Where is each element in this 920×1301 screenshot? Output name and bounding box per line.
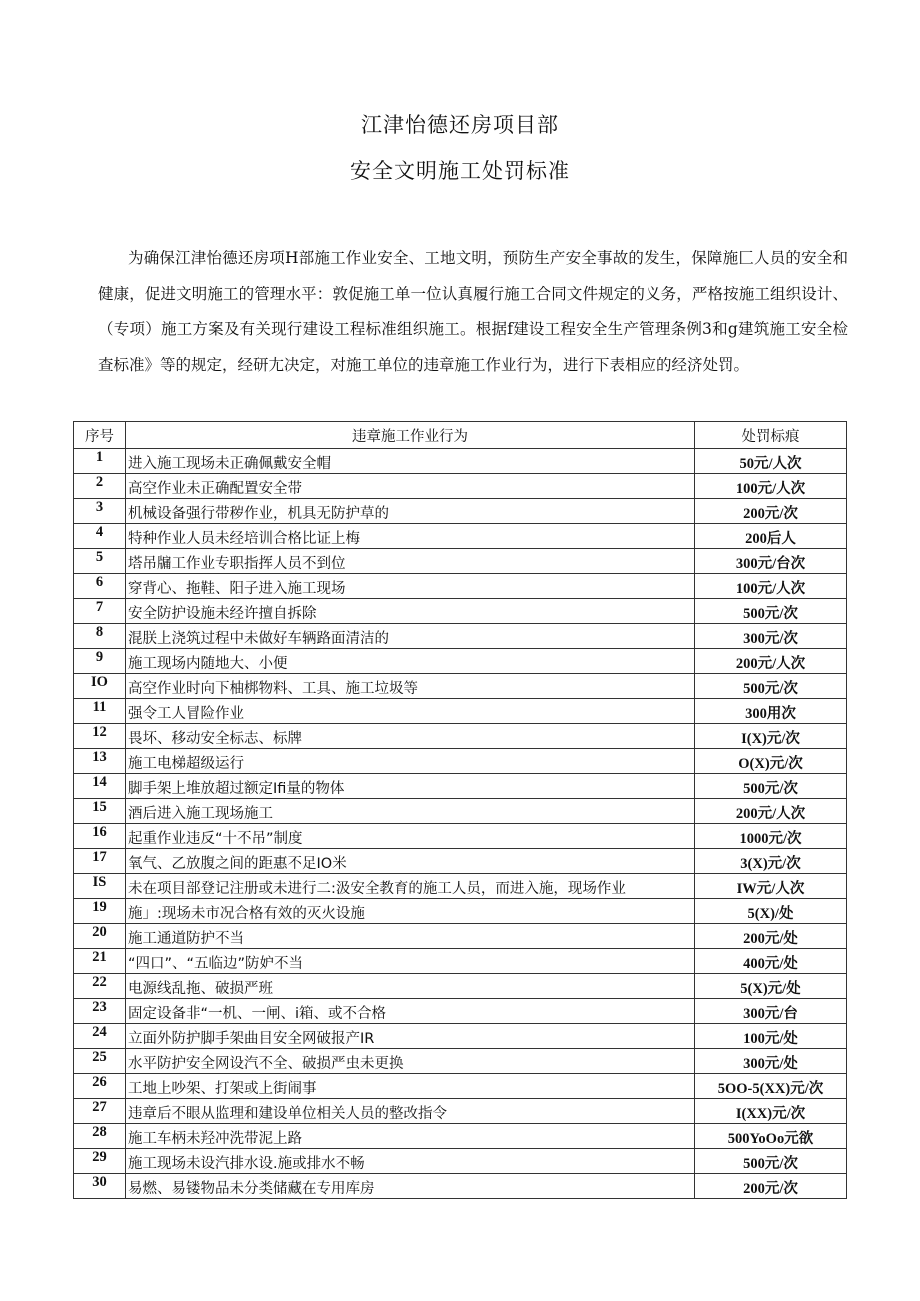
- row-penalty: O(X)元/次: [695, 749, 847, 774]
- row-action: 施工车柄未羟冲洗带泥上路: [126, 1124, 695, 1149]
- table-row: [74, 974, 847, 999]
- row-number: 13: [74, 749, 126, 774]
- row-penalty: 500元/次: [695, 1149, 847, 1174]
- row-penalty: 5(X)/处: [695, 899, 847, 924]
- table-row: [74, 1049, 847, 1074]
- table-row: [74, 1074, 847, 1099]
- row-number: 24: [74, 1024, 126, 1049]
- row-penalty: 300元/次: [695, 624, 847, 649]
- row-number: IS: [74, 874, 126, 899]
- row-action: 易燃、易镂物品未分类储藏在专用库房: [126, 1174, 695, 1199]
- row-penalty: 100元/人次: [695, 474, 847, 499]
- row-penalty: 50元/人次: [695, 449, 847, 474]
- table-row: [74, 724, 847, 749]
- row-penalty: 200元/次: [695, 1174, 847, 1199]
- row-number: 8: [74, 624, 126, 649]
- row-action: 高空作业时向下柚梆物料、工具、施工垃圾等: [126, 674, 695, 699]
- table-row: [74, 1124, 847, 1149]
- header-number: 序号: [74, 422, 126, 449]
- row-penalty: 500YoOo元欲: [695, 1124, 847, 1149]
- table-row: [74, 1174, 847, 1199]
- row-number: 28: [74, 1124, 126, 1149]
- row-number: 25: [74, 1049, 126, 1074]
- table-header-row: [74, 422, 847, 449]
- row-action: 穿背心、拖鞋、阳子进入施工现场: [126, 574, 695, 599]
- row-number: 23: [74, 999, 126, 1024]
- row-penalty: 500元/次: [695, 774, 847, 799]
- row-action: “四口”、“五临边”防妒不当: [126, 949, 695, 974]
- table-row: [74, 749, 847, 774]
- row-action: 安全防护设施未经许擅自拆除: [126, 599, 695, 624]
- document-title: 江津怡德还房项目部: [361, 113, 559, 137]
- row-penalty: 300元/台: [695, 999, 847, 1024]
- header-penalty: 处罚标痕: [695, 422, 847, 449]
- row-number: 11: [74, 699, 126, 724]
- row-action: 特种作业人员未经培训合格比证上梅: [126, 524, 695, 549]
- row-action: 机械设备强行带秽作业，机具无防护草的: [126, 499, 695, 524]
- table-row: [74, 849, 847, 874]
- row-action: 酒后进入施工现场施工: [126, 799, 695, 824]
- row-action: 进入施工现场未正确佩戴安全帽: [126, 449, 695, 474]
- row-number: 15: [74, 799, 126, 824]
- row-number: 6: [74, 574, 126, 599]
- row-action: 固定设备非“一机、一闸、i箱、或不合格: [126, 999, 695, 1024]
- row-action: 塔吊牖工作业专职指挥人员不到位: [126, 549, 695, 574]
- document-subtitle: 安全文明施工处罚标准: [350, 159, 570, 183]
- row-action: 起重作业违反“十不吊”制度: [126, 824, 695, 849]
- table-row: [74, 524, 847, 549]
- table-row: [74, 449, 847, 474]
- table-row: [74, 624, 847, 649]
- row-penalty: I(X)元/次: [695, 724, 847, 749]
- table-row: [74, 999, 847, 1024]
- row-penalty: 5OO-5(XX)元/次: [695, 1074, 847, 1099]
- table-row: [74, 474, 847, 499]
- row-number: 3: [74, 499, 126, 524]
- row-penalty: 100元/人次: [695, 574, 847, 599]
- row-action: 脚手架上堆放超过额定Ifi量的物体: [126, 774, 695, 799]
- row-penalty: 200元/次: [695, 499, 847, 524]
- table-row: [74, 949, 847, 974]
- row-number: 4: [74, 524, 126, 549]
- row-action: 工地上吵架、打架或上街闹事: [126, 1074, 695, 1099]
- table-row: [74, 674, 847, 699]
- row-number: 20: [74, 924, 126, 949]
- row-number: 29: [74, 1149, 126, 1174]
- table-row: [74, 599, 847, 624]
- row-number: 2: [74, 474, 126, 499]
- row-number: 19: [74, 899, 126, 924]
- header-action: 违章施工作业行为: [126, 422, 695, 449]
- row-number: 9: [74, 649, 126, 674]
- row-penalty: 1000元/次: [695, 824, 847, 849]
- table-row: [74, 799, 847, 824]
- row-action: 违章后不眼从监理和建设单位相关人员的整改指令: [126, 1099, 695, 1124]
- row-action: 电源线乱拖、破损严班: [126, 974, 695, 999]
- row-number: 22: [74, 974, 126, 999]
- row-penalty: 200元/人次: [695, 649, 847, 674]
- row-penalty: 300元/处: [695, 1049, 847, 1074]
- table-row: [74, 649, 847, 674]
- row-number: 26: [74, 1074, 126, 1099]
- row-number: 16: [74, 824, 126, 849]
- row-number: 17: [74, 849, 126, 874]
- row-penalty: 200元/人次: [695, 799, 847, 824]
- table-row: [74, 899, 847, 924]
- row-action: 畏坏、移动安全标志、标牌: [126, 724, 695, 749]
- row-action: 施工现场未设汽排水设.施或排水不畅: [126, 1149, 695, 1174]
- row-number: 30: [74, 1174, 126, 1199]
- row-penalty: 3(X)元/次: [695, 849, 847, 874]
- row-penalty: 400元/处: [695, 949, 847, 974]
- table-row: [74, 924, 847, 949]
- row-penalty: 500元/次: [695, 599, 847, 624]
- table-row: [74, 1149, 847, 1174]
- row-number: 1: [74, 449, 126, 474]
- row-penalty: I(XX)元/次: [695, 1099, 847, 1124]
- table-row: [74, 699, 847, 724]
- row-penalty: 100元/处: [695, 1024, 847, 1049]
- row-penalty: 500元/次: [695, 674, 847, 699]
- row-number: 14: [74, 774, 126, 799]
- table-row: [74, 1024, 847, 1049]
- row-number: 7: [74, 599, 126, 624]
- row-penalty: 300元/台次: [695, 549, 847, 574]
- table-row: [74, 574, 847, 599]
- row-penalty: 300用次: [695, 699, 847, 724]
- penalty-table: [73, 421, 847, 1199]
- row-action: 施」:现场未市况合格有效的灭火设施: [126, 899, 695, 924]
- row-number: 5: [74, 549, 126, 574]
- intro-paragraph: 为确保江津怡德还房项H部施工作业安全、工地文明，预防生产安全事故的发生，保障施匚人员的安全和健康，促进文明施工的管理水平：敦促施工单一位认真履行施工合同文件规定的义务，严格按施工组织设计、（专项）施工方案及有关现行建设工程标准组织施工。根据f建设工程安全生产管理条例3和g建筑施工安全检查标准》等的规定，经研尢决定，对施工单位的违章施工作业行为，进行下表相应的经济处罚。: [98, 249, 848, 374]
- row-penalty: IW元/人次: [695, 874, 847, 899]
- row-action: 水平防护安全网设汽不全、破损严虫未更换: [126, 1049, 695, 1074]
- row-action: 混朕上浇筑过程中未做好车辆路面清洁的: [126, 624, 695, 649]
- row-penalty: 200元/处: [695, 924, 847, 949]
- row-action: 施工现场内随地大、小便: [126, 649, 695, 674]
- table-row: [74, 874, 847, 899]
- table-row: [74, 824, 847, 849]
- table-row: [74, 774, 847, 799]
- row-action: 强令工人冒险作业: [126, 699, 695, 724]
- row-action: 氧气、乙放腹之间的距惠不足IO米: [126, 849, 695, 874]
- row-action: 高空作业未正确配置安全带: [126, 474, 695, 499]
- row-penalty: 5(X)元/处: [695, 974, 847, 999]
- row-action: 未在项目部登记注册或未进行二:汲安全教育的施工人员，而进入施，现场作业: [126, 874, 695, 899]
- row-action: 施工电梯超级运行: [126, 749, 695, 774]
- table-row: [74, 499, 847, 524]
- row-number: 12: [74, 724, 126, 749]
- table-row: [74, 1099, 847, 1124]
- row-penalty: 200后人: [695, 524, 847, 549]
- row-number: 21: [74, 949, 126, 974]
- table-row: [74, 549, 847, 574]
- row-action: 立面外防护脚手架曲目安全网破报产IR: [126, 1024, 695, 1049]
- row-number: 27: [74, 1099, 126, 1124]
- row-number: IO: [74, 674, 126, 699]
- row-action: 施工通道防护不当: [126, 924, 695, 949]
